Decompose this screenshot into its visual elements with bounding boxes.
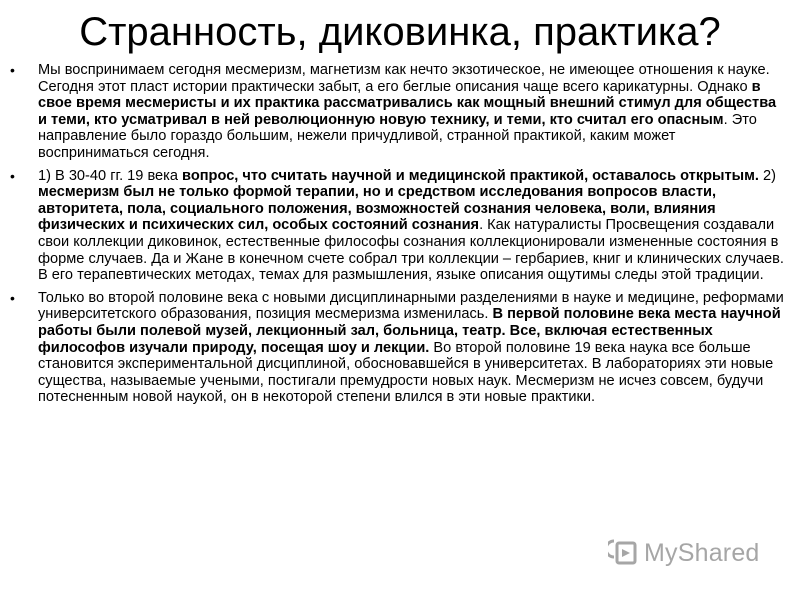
bullet-item (10, 62, 788, 162)
text-segment: Только во второй половине века с новыми дисциплинарными разделениями в науке и медицине, реформами университетского образования, позиция месмеризма изменилась. (38, 289, 784, 323)
bold-segment: в свое время месмеристы и их практика рассматривались как мощный внешний стимул для общества и теми, кто усматривал в ней революционную новую технику, и теми, кто считал его опасным (38, 78, 777, 128)
bullet-marker: • (10, 62, 15, 78)
bullet-item (10, 290, 788, 406)
bullet-text (38, 290, 784, 406)
text-segment: 2) (758, 167, 776, 184)
text-segment: Мы воспринимаем сегодня месмеризм, магнетизм как нечто экзотическое, не имеющее отношения к науке. Сегодня этот пласт истории практически забыт, а его беглые описания чаще всего карикатурны. Однако (38, 62, 770, 95)
bullet-marker: • (10, 289, 15, 306)
text-segment: 1) В 30-40 гг. 19 века (38, 167, 183, 184)
bold-segment: В первой половине века места научной работы были полевой музей, лекционный зал, больница, театр. Все, включая естественных философов изучали природу, посещая шоу и лекции. (38, 306, 781, 356)
myshared-logo-icon (608, 537, 640, 569)
bullet-item (10, 168, 788, 284)
bold-segment: месмеризм был не только формой терапии, но и средством исследования вопросов власти, авторитета, пола, социального положения, возможностей сознания человека, воли, влияния физических и психических сил, особых состояний сознания (38, 184, 717, 234)
bold-segment: вопрос, что считать научной и медицинской практикой, оставалось открытым. (182, 167, 759, 184)
watermark-text: MyShared (644, 539, 760, 567)
bullet-marker: • (10, 167, 15, 184)
bullet-list (10, 62, 788, 412)
text-segment: . Как натуралисты Просвещения создавали свои коллекции диковинок, естественные философы сознания коллекционировали измененные состояния в форме случаев. Да и Жане в конечном счете собрал три коллекции – гербариев, книг и клинических случаев. В его терапевтических методах, темах для размышления, языке описания ощутимы следы этой традиции. (38, 217, 784, 284)
text-segment: . Это направление было гораздо большим, нежели причудливой, странной практикой, каким может восприниматься сегодня. (38, 111, 757, 161)
bullet-text (38, 168, 784, 284)
text-segment: Во второй половине 19 века наука все больше становится экспериментальной дисциплиной, обосновавшейся в университетах. В лабораториях эти новые существа, называемые учеными, постигали премудрости новых наук. Месмеризм не исчез совсем, будучи потесненным новой наукой, он в некоторой степени влился в эти новые практики. (38, 339, 774, 406)
bullet-text (38, 62, 776, 161)
myshared-watermark (608, 537, 760, 569)
slide-title: Странность, диковинка, практика? (79, 10, 721, 54)
